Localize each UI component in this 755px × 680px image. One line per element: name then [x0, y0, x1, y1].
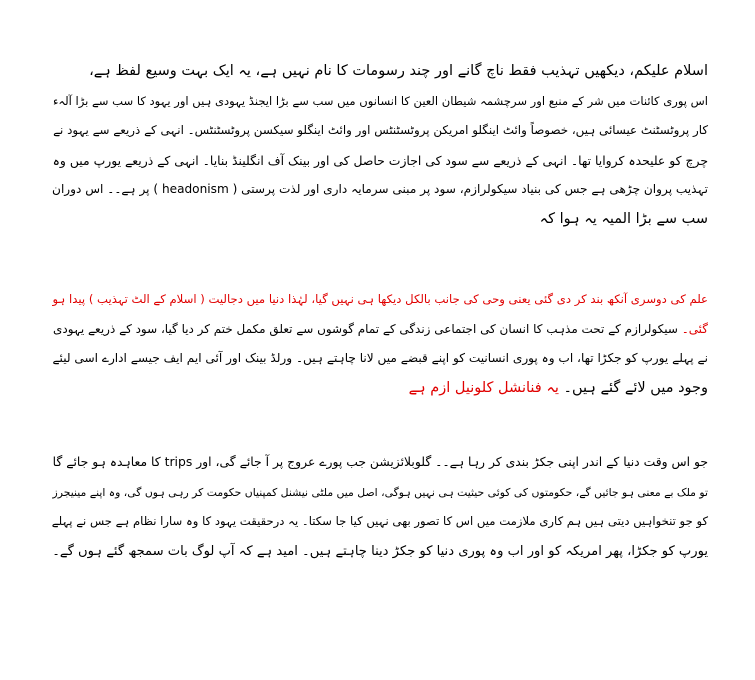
text-run: سیکولرازم کے تحت مذہب کا انسان کی اجتماعی زندگی کے تمام گوشوں سے تعلق مکمل ختم کر دیا گیا، سود کے ذریعے یہودی: [53, 321, 682, 336]
highlighted-text-line: علم کی دوسری آنکھ بند کر دی گئی یعنی وحی کی جانب بالکل دیکھا ہی نہیں گیا، لہٰذا دنیا میں دجالیت ( اسلام کے الٹ تہذیب ) پیدا ہو: [52, 292, 708, 306]
text-line: تو ملک بے معنی ہو جائیں گے، حکومتوں کی کوئی حیثیت ہی نہیں ہوگی، اصل میں ملٹی نیشنل کمپنیاں حکومت کر رہی ہوں گی، وہ اپنے مینیجرز: [52, 485, 708, 499]
highlighted-text: گئی۔: [681, 321, 708, 336]
text-line: سب سے بڑا المیہ یہ ہوا کہ: [539, 210, 708, 227]
text-run: وجود میں لائے گئے ہیں۔: [563, 379, 708, 396]
paragraph-globalization: [52, 448, 708, 566]
paragraph-secularism: [52, 285, 708, 403]
text-line: کو جو تنخواہیں دیتی ہیں ہم کاری ملازمت میں اس کا تصور بھی نہیں کیا جا سکتا۔ یہ درحقیقت یہود کا وہ سارا نظام ہے جس نے پہلے: [51, 514, 708, 528]
paragraph-intro: [52, 57, 708, 234]
text-line: تہذیب پروان چڑھی ہے جس کی بنیاد سیکولرازم، سود پر مبنی سرمایہ داری اور لذت پرستی ( headonism ) پر ہے۔۔ اس دوران: [52, 182, 708, 196]
text-line: اسلام علیکم، دیکھیں تہذیب فقط ناچ گانے اور چند رسومات کا نام نہیں ہے، یہ ایک بہت وسیع لفظ ہے،: [89, 63, 708, 79]
text-line: نے پہلے یورپ کو جکڑا تھا، اب وہ پوری انسانیت کو اپنے قبضے میں لانا چاہتے ہیں۔ ورلڈ بینک اور آئی ایم ایف جیسے ادارے اسی لیئے: [52, 351, 708, 365]
text-line: کار پروٹسٹنٹ عیسائی ہیں، خصوصاً وائٹ اینگلو امریکن پروٹسٹنٹس اور وائٹ اینگلو سیکسن پروٹسٹنٹس۔ انہی کے ذریعے سے یہود نے: [53, 123, 708, 137]
text-line: اس پوری کائنات میں شر کے منبع اور سرچشمہ شیطان العین کا انسانوں میں سب سے بڑا ایجنڈ یہودی ہیں اور یہود کا سب سے بڑا آلہء: [52, 93, 708, 108]
text-line: [52, 315, 708, 345]
text-line: چرچ کو علیحدہ کروایا تھا۔ انہی کے ذریعے سے سود کی اجازت حاصل کی اور بینک آف انگلینڈ بنایا۔ انہی کے ذریعے یورپ میں وہ: [52, 152, 708, 168]
text-line: یورپ کو جکڑا، پھر امریکہ کو اور اب وہ پوری دنیا کو جکڑ دینا چاہتے ہیں۔ امید ہے کہ آپ لوگ بات سمجھ گئے ہوں گے۔: [52, 543, 708, 559]
text-line: [52, 374, 708, 404]
text-line: جو اس وقت دنیا کے اندر اپنی جکڑ بندی کر رہا ہے۔۔ گلوبلائزیشن جب پورے عروج پر آ جائے گی، اور trips کا معاہدہ ہو جائے گا: [52, 455, 708, 469]
highlighted-text: یہ فنانشل کلونیل ازم ہے: [408, 379, 564, 396]
